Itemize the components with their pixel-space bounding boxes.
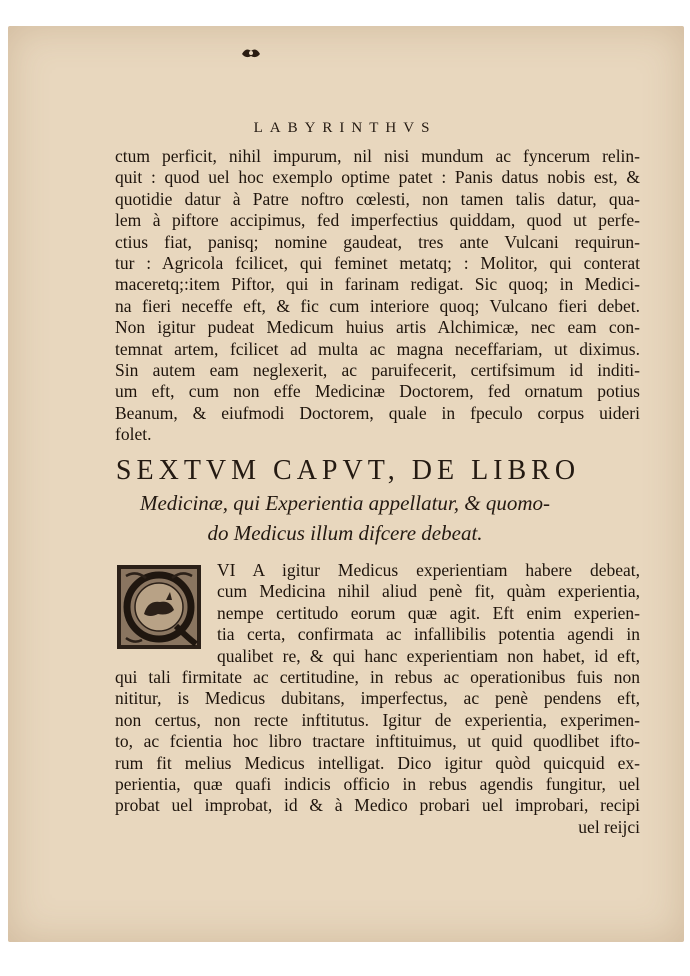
text-line: perientia, quæ quafi indicis officio in rebus agendis fungitur, uel [115, 773, 640, 794]
chapter-subtitle-line-2: do Medicus illum difcere debeat. [207, 521, 483, 545]
chapter-title: SEXTVM CAPVT, DE LIBRO [115, 455, 581, 486]
text-line: cum Medicina nihil aliud penè fit, quàm experientia, [217, 581, 640, 602]
text-line: nititur, is Medicus dubitans, imperfectus, ac penè pendens eft, [115, 688, 640, 709]
text-line: to, ac fcientia hoc libro tractare inftituimus, ut quid quodlibet ifto- [115, 731, 640, 752]
text-line: maceretq;:item Piftor, qui in farinam redigat. Sic quoq; in Medici- [115, 274, 640, 295]
text-line: ctum perficit, nihil impurum, nil nisi mundum ac fyncerum relin- [115, 146, 640, 166]
text-line: quit : quod uel hoc exemplo optime patet : Panis datus nobis est, & [115, 167, 640, 188]
text-line: tur : Agricola fcilicet, qui feminet metatq; : Molitor, qui conterat [115, 252, 640, 273]
paragraph-main [115, 667, 640, 817]
text-line: Non igitur pudeat Medicum huius artis Alchimicæ, nec eam con- [115, 317, 640, 338]
chapter-subtitle-line-1: Medicinæ, qui Experientia appellatur, & quomo- [139, 491, 551, 515]
chapter-heading [0, 454, 690, 548]
paragraph-indented [217, 560, 640, 667]
text-line: Beanum, & eiufmodi Doctorem, quale in fpeculo corpus uideri [115, 402, 640, 423]
text-line: non certus, non recte inftitutus. Igitur de experientia, experimen- [115, 709, 640, 730]
text-line: na fieri neceffe eft, & fic cum interiore quoq; Vulcano fieri debet. [115, 295, 640, 316]
text-line: um eft, cum non effe Medicinæ Doctorem, fed ornatum potius [115, 381, 640, 402]
text-line: quotidie datur à Patre noftro cœlesti, non tamen talis datur, qua- [115, 188, 640, 209]
text-line: temnat artem, fcilicet ad multa ac magna neceffariam, ut diximus. [115, 338, 640, 359]
text-line: Sin autem eam neglexerit, ac paruifecerit, certifsimum id inditi- [115, 359, 640, 380]
decorated-initial-q-icon [116, 564, 202, 650]
text-line: qui tali firmitate ac certitudine, in rebus ac operationibus fuis non [115, 667, 640, 687]
catchword-block [115, 817, 640, 838]
text-line: rum fit melius Medicus intelligat. Dico igitur quòd quicquid ex- [115, 752, 640, 773]
text-line: ctius fiat, panisq; nomine gaudeat, tres ante Vulcani requirun- [115, 231, 640, 252]
text-line: nempe certitudo eorum quæ agit. Eft enim experien- [217, 602, 640, 623]
text-line: tia certa, confirmata ac infallibilis potentia agendi in [217, 624, 640, 645]
paragraph-continuation [115, 146, 640, 445]
text-line: lem à piftore accipimus, fed imperfectius quiddam, quod ut perfe- [115, 210, 640, 231]
catchword: uel reijci [578, 816, 640, 837]
text-line: qualibet re, & qui hanc experientiam non habet, id eft, [217, 645, 640, 666]
text-line: VI A igitur Medicus experientiam habere debeat, [217, 560, 640, 580]
running-head: LABYRINTHVS [253, 120, 437, 136]
text-line: folet. [115, 424, 152, 445]
text-line: probat uel improbat, id & à Medico probari uel improbari, recipi [115, 795, 640, 816]
fleuron-ornament-icon [240, 46, 262, 60]
